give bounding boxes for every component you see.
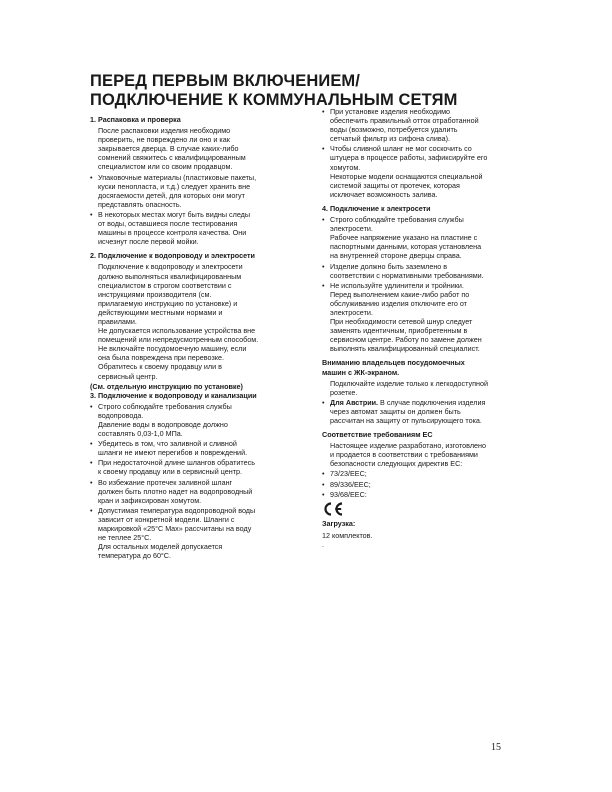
section-2-note: (См. отдельную инструкцию по установке) xyxy=(90,381,243,391)
list-item-line: заменять идентичным, приобретенным в xyxy=(330,326,468,336)
text-line: специалистом в строгом соответствии с xyxy=(98,280,232,290)
list-item xyxy=(90,478,305,505)
list-item-line: системой защиты от протечек, которая xyxy=(330,180,460,190)
section-3-list-continued xyxy=(322,107,537,199)
bullet-icon: • xyxy=(90,477,93,487)
list-item-line: досягаемости детей, для которых они могут xyxy=(98,190,245,200)
text-line: После распаковки изделия необходимо xyxy=(98,126,231,136)
list-item-line: воды (возможно, потребуется удалить xyxy=(330,125,458,135)
text-line: Не включайте посудомоечную машину, если xyxy=(98,344,247,354)
bullet-icon: • xyxy=(322,144,325,154)
list-item-line: При необходимости сетевой шнур следует xyxy=(330,317,473,327)
title-line-1: ПЕРЕД ПЕРВЫМ ВКЛЮЧЕНИЕМ/ xyxy=(90,72,360,90)
list-item-line: исключает возможность залива. xyxy=(330,189,438,199)
list-item-line: Рабочее напряжение указано на пластине с xyxy=(330,233,478,243)
list-item xyxy=(322,469,537,478)
list-item xyxy=(90,402,305,438)
list-item xyxy=(322,107,537,143)
austria-line-3: рассчитан на защиту от пульсирующего тока. xyxy=(330,416,482,425)
text-line: безопасности следующих директив ЕС: xyxy=(330,459,463,469)
list-item xyxy=(90,506,305,561)
list-item-line: Перед выполнением какие-либо работ по xyxy=(330,289,470,299)
bullet-icon: • xyxy=(322,469,325,479)
text-line: помещений или непредусмотренным способом. xyxy=(98,335,259,345)
text-line: Подключение к водопроводу и электросети xyxy=(98,262,243,272)
list-item-line: Упаковочные материалы (пластиковые пакеты, xyxy=(98,172,257,182)
list-item xyxy=(90,458,305,476)
lcd-heading xyxy=(322,358,537,376)
list-item-line: соответствии с нормативными требованиями. xyxy=(330,270,484,280)
section-1-list xyxy=(90,173,305,247)
text-line: Обратитесь к своему продавцу или в xyxy=(98,362,222,372)
ec-heading: Соответствие требованиям ЕС xyxy=(322,430,433,440)
list-item-line: выполнять квалифицированный специалист. xyxy=(330,344,480,354)
bullet-icon: • xyxy=(322,280,325,290)
text-line: проверить, не повреждено ли оно и как xyxy=(98,135,230,145)
section-1-intro xyxy=(90,126,305,171)
list-item-line: Убедитесь в том, что заливной и сливной xyxy=(98,439,237,449)
left-column xyxy=(90,115,305,562)
list-item-line: обслуживанию изделия отключите его от xyxy=(330,298,467,308)
lcd-text xyxy=(322,379,537,397)
load-dot: . xyxy=(322,539,324,549)
list-item-line: Некоторые модели оснащаются специальной xyxy=(330,171,483,181)
list-item-line: должен быть плотно надет на водопроводный xyxy=(98,486,253,496)
list-item xyxy=(90,173,305,209)
list-item-line: Допустимая температура водопроводной воды xyxy=(98,505,256,515)
right-column xyxy=(322,107,537,549)
list-item-text: 93/68/EEC: xyxy=(330,489,367,499)
ec-directives xyxy=(322,469,537,498)
list-item xyxy=(90,439,305,457)
list-item-line: от воды, оставшиеся после тестирования xyxy=(98,219,238,229)
list-item-line: электросети. xyxy=(330,307,373,317)
austria-line-1: В случае подключения изделия xyxy=(378,397,486,407)
list-item-line: шланги не имеют перегибов и повреждений. xyxy=(98,448,248,458)
text-line: Подключайте изделие только к легкодоступной xyxy=(330,378,488,388)
list-item xyxy=(322,480,537,489)
load-heading: Загрузка: xyxy=(322,518,356,528)
lcd-heading-line-2: машин с ЖК-экраном. xyxy=(322,367,400,377)
page-number: 15 xyxy=(491,742,501,753)
list-item-line: При установке изделия необходимо xyxy=(330,107,451,116)
list-item-line: машины в процессе контроля качества. Они xyxy=(98,228,247,238)
load-text: 12 комплектов. xyxy=(322,530,373,540)
bullet-icon: • xyxy=(322,489,325,499)
bullet-icon: • xyxy=(90,505,93,515)
bullet-icon: • xyxy=(90,209,93,219)
list-item-line: представлять опасность. xyxy=(98,199,182,209)
list-item-line: Строго соблюдайте требования службы xyxy=(330,215,464,225)
list-item-line: к своему продавцу или в сервисный центр. xyxy=(98,467,243,477)
list-item-line: сетчатый фильтр из сифона слива). xyxy=(330,134,451,144)
list-item-line: исчезнут после первой мойки. xyxy=(98,237,199,247)
list-item xyxy=(90,210,305,246)
list-item-line: маркировкой «25°C Max» рассчитаны на воду xyxy=(98,524,252,534)
bullet-icon: • xyxy=(322,397,325,407)
text-line: инструкциями производителя (см. xyxy=(98,289,212,299)
list-item-line: Чтобы сливной шланг не мог соскочить со xyxy=(330,144,472,154)
list-item-line: электросети. xyxy=(330,224,373,234)
list-item-line: В некоторых местах могут быть видны следы xyxy=(98,209,251,219)
list-item xyxy=(322,281,537,354)
list-item-line: Для остальных моделей допускается xyxy=(98,542,223,552)
list-item xyxy=(322,262,537,280)
bullet-icon: • xyxy=(322,479,325,489)
section-1-heading: 1. Распаковка и проверка xyxy=(90,115,181,124)
text-line: Не допускается использование устройства вне xyxy=(98,326,256,336)
text-line: Настоящее изделие разработано, изготовлено xyxy=(330,441,486,451)
austria-bold: Для Австрии. xyxy=(330,397,379,407)
list-item xyxy=(322,144,537,199)
list-item-line: на внутренней стороне дверцы справа. xyxy=(330,251,462,261)
austria-line-2: через автомат защиты он должен быть xyxy=(330,406,461,416)
text-line: прилагаемую инструкцию по установке) и xyxy=(98,298,238,308)
section-4-list xyxy=(322,215,537,353)
text-line: специалистом или со своим продавцом. xyxy=(98,162,233,172)
text-line: она была повреждена при перевозке. xyxy=(98,353,224,363)
list-item-line: Во избежание протечек заливной шланг xyxy=(98,477,233,487)
list-item-line: водопровода. xyxy=(98,410,144,420)
austria-list xyxy=(322,398,537,425)
list-item-line: паспортными данными, которая установлена xyxy=(330,242,482,252)
bullet-icon: • xyxy=(90,401,93,411)
austria-item xyxy=(322,398,537,425)
bullet-icon: • xyxy=(322,261,325,271)
section-2-text xyxy=(90,262,305,380)
bullet-icon: • xyxy=(322,215,325,225)
bullet-icon: • xyxy=(322,107,325,116)
list-item-line: Давление воды в водопроводе должно xyxy=(98,420,228,429)
text-line: должно выполняться квалифицированным xyxy=(98,271,242,281)
list-item-line: хомутом. xyxy=(330,162,361,172)
list-item-line: штуцера в процессе работы, зафиксируйте его xyxy=(330,153,488,163)
list-item-line: зависит от конкретной модели. Шланги с xyxy=(98,514,235,524)
section-4-heading: 4. Подключение к электросети xyxy=(322,203,431,213)
list-item-line: При недостаточной длине шлангов обратитесь xyxy=(98,458,255,468)
list-item-line: куски пенопласта, и т.д.) следует хранить вне xyxy=(98,181,251,191)
list-item-line: температура до 60°C. xyxy=(98,551,171,561)
list-item xyxy=(322,215,537,260)
list-item-text: 73/23/EEC; xyxy=(330,469,367,479)
text-line: и продается в соответствии с требованиями xyxy=(330,450,478,460)
text-line: сервисный центр. xyxy=(98,371,158,381)
lcd-heading-line-1: Вниманию владельцев посудомоечных xyxy=(322,358,465,368)
ec-text xyxy=(322,441,537,468)
text-line: правилами. xyxy=(98,316,137,326)
bullet-icon: • xyxy=(90,172,93,182)
list-item-line: не теплее 25°C. xyxy=(98,533,152,543)
text-line: сомнений свяжитесь с квалифицированным xyxy=(98,153,246,163)
text-line: розетке. xyxy=(330,387,358,397)
list-item-line: Строго соблюдайте требования службы xyxy=(98,401,232,411)
list-item-line: сервисном центре. Работу по замене должен xyxy=(330,335,482,345)
list-item-text: 89/336/EEC; xyxy=(330,479,371,489)
bullet-icon: • xyxy=(90,458,93,468)
page-title xyxy=(90,72,530,110)
text-line: закрывается дверца. В случае каких-либо xyxy=(98,144,239,154)
list-item xyxy=(322,490,537,499)
ce-mark-icon xyxy=(322,502,344,516)
text-line: действующими местными нормами и xyxy=(98,307,223,317)
list-item-line: кран и зафиксирован хомутом. xyxy=(98,495,202,505)
list-item-line: Не используйте удлинители и тройники. xyxy=(330,280,464,290)
bullet-icon: • xyxy=(90,439,93,449)
section-2-heading: 2. Подключение к водопроводу и электросети xyxy=(90,251,255,261)
section-3-heading: 3. Подключение к водопроводу и канализации xyxy=(90,390,257,400)
list-item-line: Изделие должно быть заземлено в xyxy=(330,261,448,271)
section-3-list xyxy=(90,402,305,561)
list-item-line: составлять 0,03-1,0 МПа. xyxy=(98,429,183,439)
title-line-2: ПОДКЛЮЧЕНИЕ К КОММУНАЛЬНЫМ СЕТЯМ xyxy=(90,91,458,109)
list-item-line: обеспечить правильный отток отработанной xyxy=(330,116,479,126)
